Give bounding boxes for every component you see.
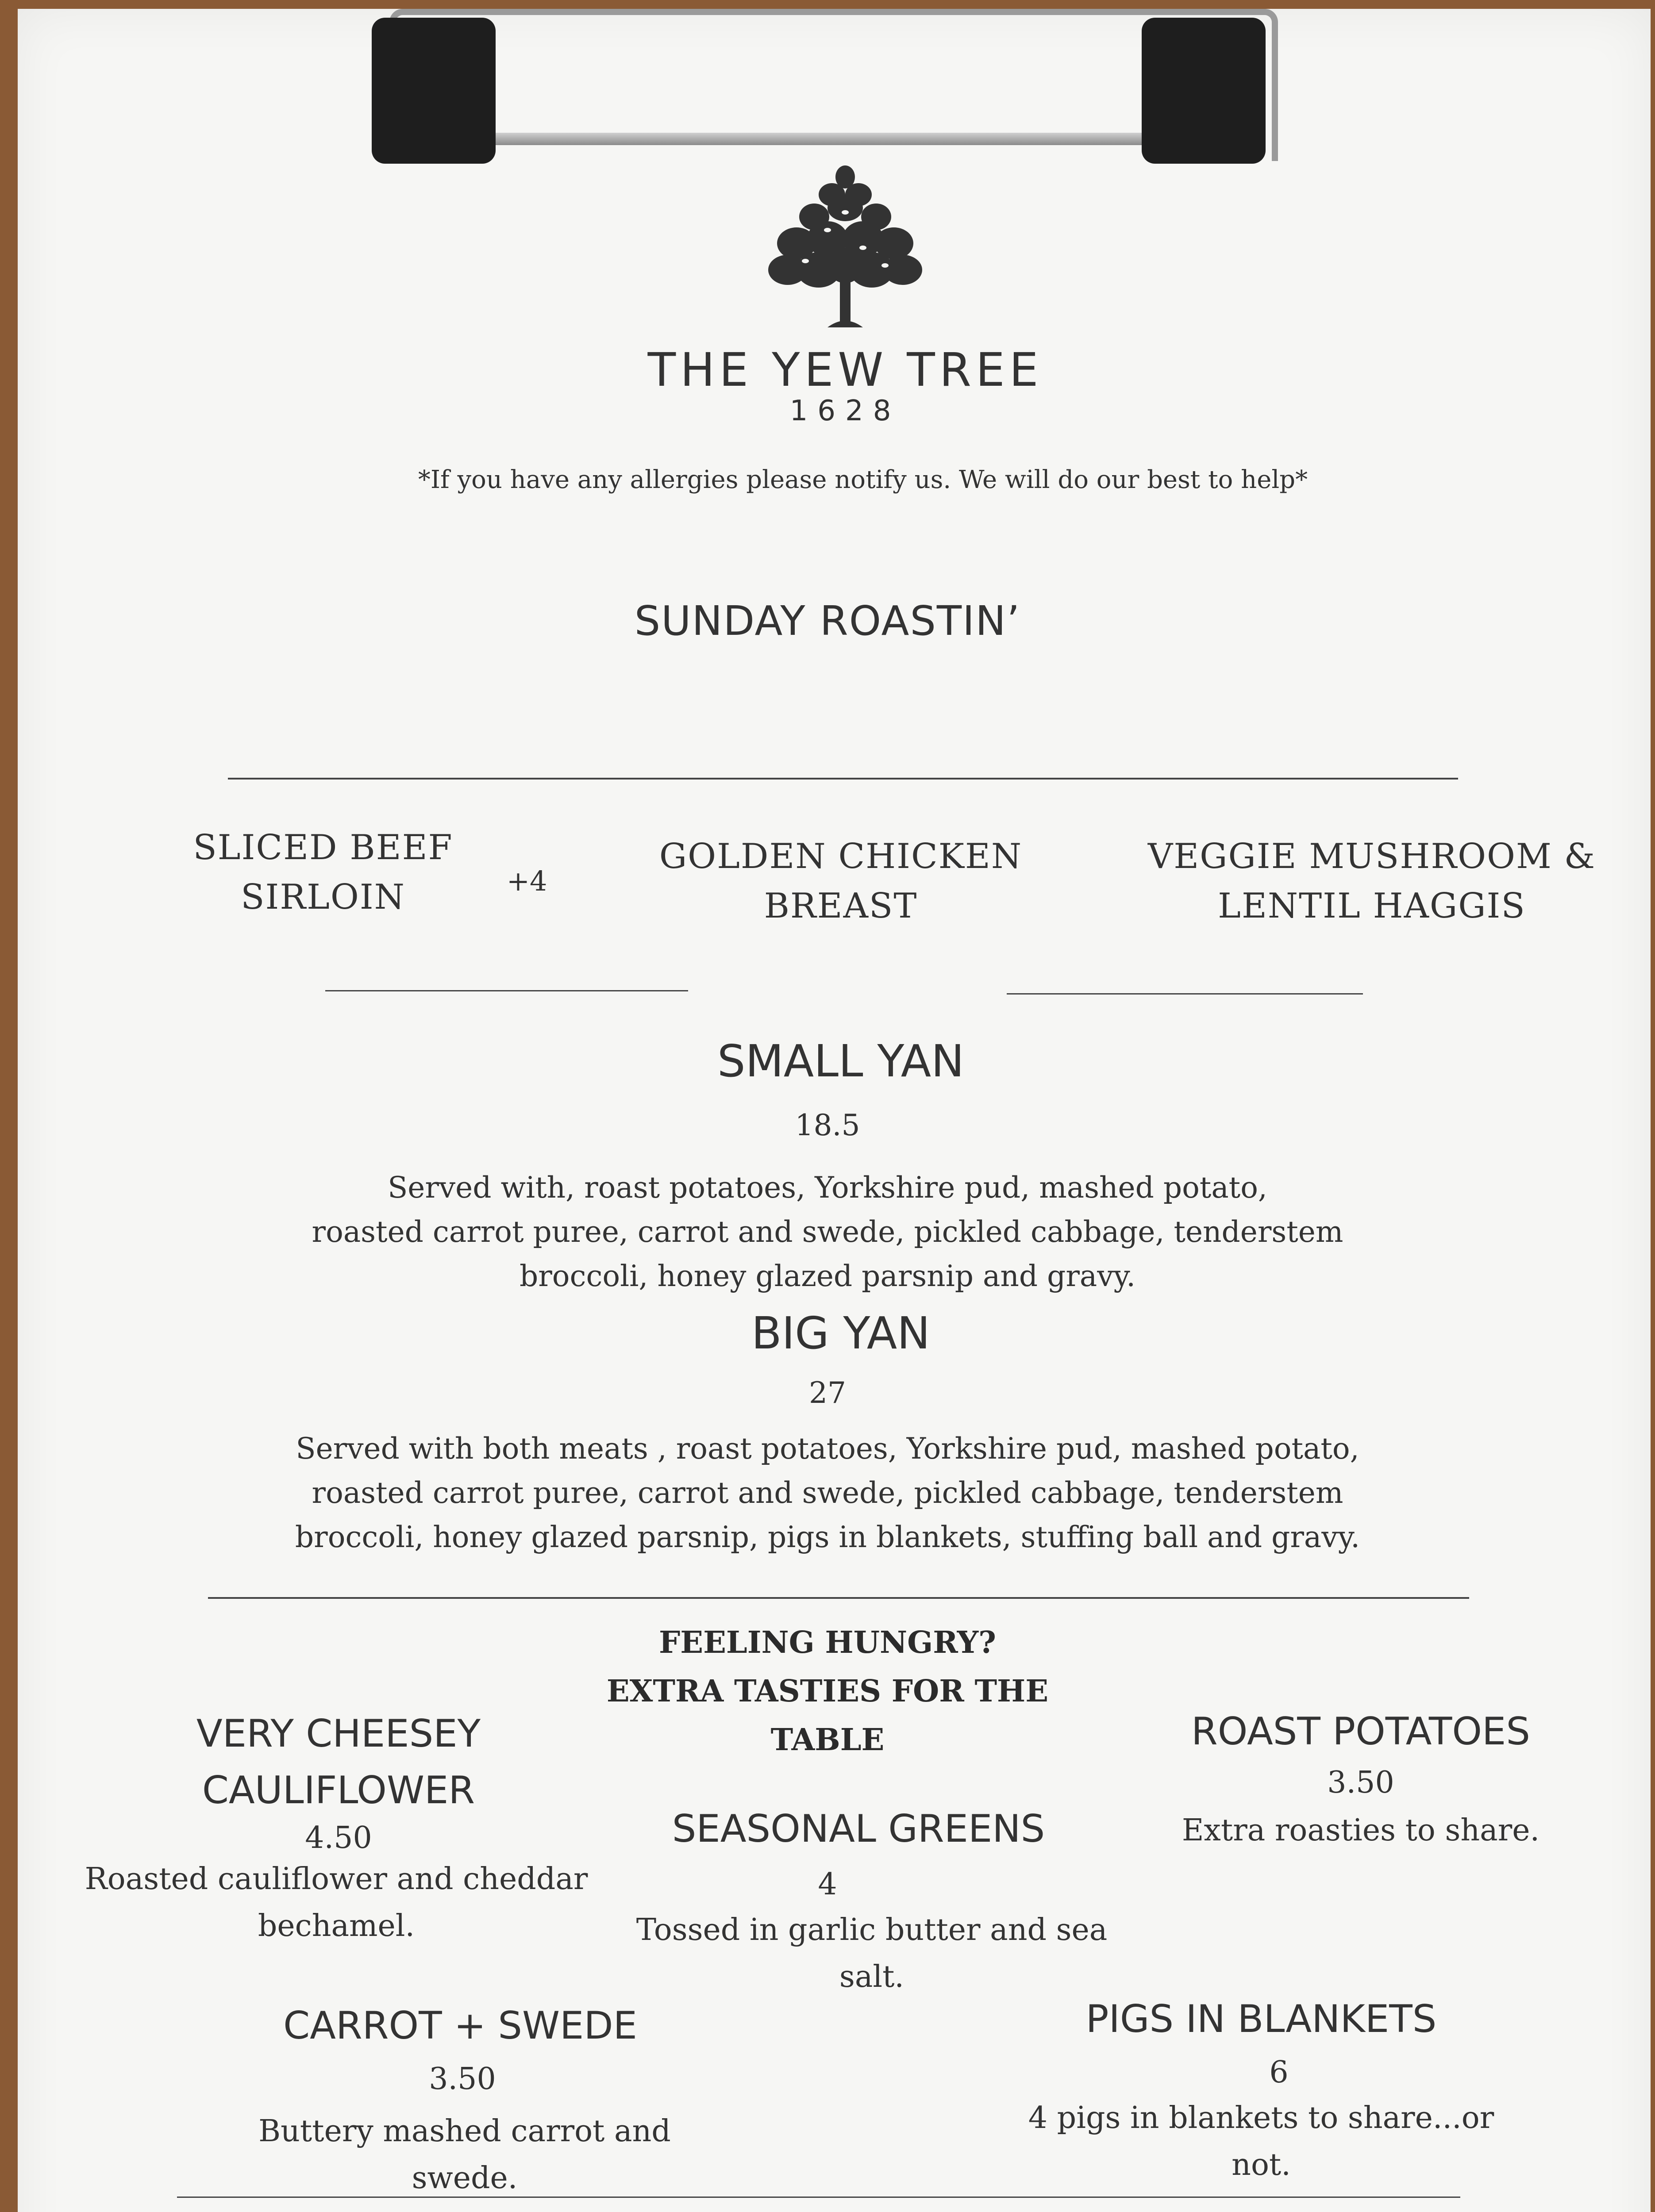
side-roast-potatoes-description	[1133, 1807, 1589, 1854]
meat-line: SIRLOIN	[241, 877, 405, 917]
side-title-line: PIGS IN BLANKETS	[1085, 1997, 1437, 2041]
meat-line: VEGGIE MUSHROOM &	[1147, 837, 1596, 876]
meat-line: LENTIL HAGGIS	[1218, 886, 1526, 926]
allergy-note: *If you have any allergies please notify us. We will do our best to help*	[418, 465, 1308, 494]
meat-line: GOLDEN CHICKEN	[659, 837, 1023, 876]
side-roast-potatoes-price: 3.50	[1327, 1765, 1394, 1800]
side-title-line: CAULIFLOWER	[202, 1768, 475, 1813]
small-yan-title: SMALL YAN	[717, 1035, 964, 1087]
side-title-line: SEASONAL GREENS	[672, 1807, 1045, 1851]
brand-year: 1628	[789, 395, 901, 427]
clipboard-clip-bar	[478, 133, 1177, 145]
side-greens-title	[615, 1801, 1102, 1857]
side-cauliflower-title	[89, 1705, 589, 1819]
side-greens-description	[575, 1907, 1168, 2001]
description-line: swede.	[412, 2161, 518, 2196]
description-line: Tossed in garlic butter and sea	[636, 1912, 1108, 1947]
description-line: Served with both meats , roast potatoes, Yorkshire pud, mashed potato,	[296, 1432, 1359, 1466]
clipboard-clip-right-grip	[1142, 18, 1266, 164]
description-line: salt.	[839, 1959, 904, 1994]
meat-option-beef	[146, 823, 500, 922]
side-title-line: ROAST POTATOES	[1191, 1709, 1530, 1754]
side-carrot-swede-description	[195, 2108, 735, 2202]
beef-supplement: +4	[507, 865, 547, 897]
description-line: bechamel.	[258, 1909, 415, 1943]
side-pigs-title	[1018, 1991, 1505, 2047]
extras-heading	[575, 1618, 1080, 1764]
side-carrot-swede-title	[239, 1997, 681, 2054]
meat-line: SLICED BEEF	[193, 828, 453, 868]
small-yan-price: 18.5	[795, 1108, 860, 1142]
divider	[177, 2197, 1460, 2198]
meat-option-veggie	[1133, 832, 1611, 931]
description-line: Served with, roast potatoes, Yorkshire pud, mashed potato,	[388, 1171, 1267, 1205]
description-line: roasted carrot puree, carrot and swede, pickled cabbage, tenderstem	[312, 1215, 1343, 1249]
side-cauliflower-price: 4.50	[305, 1820, 372, 1855]
heading-line: EXTRA TASTIES FOR THE	[606, 1674, 1049, 1709]
yew-tree-logo-icon	[761, 159, 929, 336]
description-line: roasted carrot puree, carrot and swede, pickled cabbage, tenderstem	[312, 1476, 1343, 1510]
divider	[228, 778, 1458, 780]
description-line: 4 pigs in blankets to share...or	[1028, 2101, 1494, 2135]
big-yan-description	[199, 1427, 1456, 1559]
side-greens-price: 4	[818, 1867, 837, 1902]
big-yan-price: 27	[809, 1376, 846, 1410]
clipboard-clip-left-grip	[372, 18, 496, 164]
small-yan-description	[221, 1166, 1434, 1298]
divider	[208, 1597, 1469, 1599]
heading-line: TABLE	[770, 1722, 885, 1758]
side-roast-potatoes-title	[1151, 1703, 1571, 1760]
side-cauliflower-description	[27, 1856, 646, 1950]
divider	[325, 990, 688, 991]
description-line: Extra roasties to share.	[1182, 1813, 1540, 1848]
description-line: Buttery mashed carrot and	[258, 2114, 671, 2149]
heading-line: FEELING HUNGRY?	[658, 1625, 997, 1660]
description-line: not.	[1232, 2147, 1291, 2182]
side-pigs-price: 6	[1269, 2055, 1289, 2090]
description-line: broccoli, honey glazed parsnip and gravy.	[519, 1259, 1136, 1293]
divider	[1007, 993, 1363, 995]
big-yan-title: BIG YAN	[751, 1307, 930, 1359]
meat-option-chicken	[637, 832, 1044, 931]
side-carrot-swede-price: 3.50	[429, 2062, 496, 2097]
description-line: Roasted cauliflower and cheddar	[85, 1862, 588, 1897]
side-title-line: VERY CHEESEY	[196, 1712, 481, 1756]
side-title-line: CARROT + SWEDE	[283, 2004, 637, 2048]
brand-name: THE YEW TREE	[647, 343, 1043, 397]
side-pigs-description	[982, 2095, 1540, 2189]
description-line: broccoli, honey glazed parsnip, pigs in blankets, stuffing ball and gravy.	[295, 1520, 1360, 1554]
meat-line: BREAST	[764, 886, 918, 926]
menu-title: SUNDAY ROASTIN’	[634, 597, 1021, 645]
